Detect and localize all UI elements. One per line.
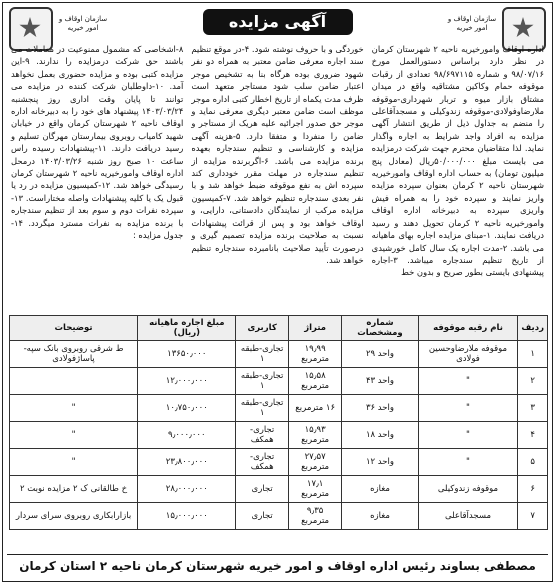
table-cell: ۲ xyxy=(518,368,548,395)
auction-table xyxy=(9,315,548,530)
table-header-cell: مبلغ اجاره ماهیانه (ریال) xyxy=(138,316,236,341)
table-cell: ۳ xyxy=(518,395,548,422)
table-cell: ۱۵٫۰۰۰٫۰۰۰ xyxy=(138,503,236,530)
org-name-right: سازمان اوقاف و امور خیریه xyxy=(447,15,497,32)
table-cell: تجاری xyxy=(236,503,288,530)
table-cell: ط شرقی روبروی بانک سپه-پاساژفولادی xyxy=(10,341,138,368)
notice-body xyxy=(11,43,544,333)
table-cell: مغازه xyxy=(342,476,418,503)
table-cell: تجاری-طبقه ۱ xyxy=(236,395,288,422)
table-cell: ۱۵٫۵۸ مترمربع xyxy=(288,368,342,395)
table-cell: مسجدآقاعلی xyxy=(418,503,518,530)
table-cell: تجاری-طبقه ۱ xyxy=(236,341,288,368)
table-cell: ۱۵٫۹۳ مترمربع xyxy=(288,422,342,449)
table-cell: ۱۷٫۱ مترمربع xyxy=(288,476,342,503)
table-header-cell: کاربری xyxy=(236,316,288,341)
table-cell: ۶ xyxy=(518,476,548,503)
org-name-left: سازمان اوقاف و امور خیریه xyxy=(58,15,108,32)
table-cell: مغازه xyxy=(342,503,418,530)
table-cell: واحد ۳۶ xyxy=(342,395,418,422)
table-cell: واحد ۲۹ xyxy=(342,341,418,368)
table-cell: ۱۳۶۵۰٫۰۰۰ xyxy=(138,341,236,368)
table-cell: " xyxy=(418,449,518,476)
table-cell: موقوفه ملارضاوحسین فولادی xyxy=(418,341,518,368)
table-header-cell: شماره ومشخصات xyxy=(342,316,418,341)
table-row xyxy=(10,341,548,368)
table-cell: ۵ xyxy=(518,449,548,476)
table-cell: ۷ xyxy=(518,503,548,530)
table-cell: ۲۸٫۰۰۰٫۰۰۰ xyxy=(138,476,236,503)
table-cell: واحد ۱۸ xyxy=(342,422,418,449)
table-cell: ۴ xyxy=(518,422,548,449)
table-cell: تجاری-همکف xyxy=(236,422,288,449)
table-cell: تجاری-همکف xyxy=(236,449,288,476)
table-cell: ۹٫۳۵ مترمربع xyxy=(288,503,342,530)
table-cell: تجاری-طبقه ۱ xyxy=(236,368,288,395)
table-row xyxy=(10,422,548,449)
notice-page xyxy=(2,2,553,582)
table-header-row xyxy=(10,316,548,341)
text-column-left: ۸-اشخاصی که مشمول ممنوعیت در معاملات می باشند حق شرکت درمزایده را ندارند. ۹-این مزایده کتبی بوده و مزایده حضوری بعمل نخواهد آمد. ۱۰-داوطلبان شرکت کننده در مزایده می توانند تا پایان وقت اداری روز پنجشنبه ۱۴۰۳/۰۳/۲۴ پیشنهاد های خود را به دبیرخانه اداره اوقاف ناحیه ۲ شهرستان کرمان واقع در خیابان شهید کامیاب روبروی بیمارستان مهرگان تسلیم و رسید دریافت دارند. ۱۱-پیشنهادات رسیده راس ساعت ۱۰ صبح روز شنبه ۱۴۰۳/۰۳/۲۶ درمحل اداره اوقاف وامورخیریه ناحیه ۲ شهرستان کرمان رسیدگی خواهد شد. ۱۲-کمیسیون مزایده در رد یا قبول یک یا کلیه پیشنهادات واصله مختاراست. ۱۳-سپرده نفرات دوم و سوم بعد از تنظیم سندجاره با برنده مزایده به نفرات مسترد میگردد. ۱۴-جدول مزایده : xyxy=(11,44,184,241)
table-cell: " xyxy=(10,395,138,422)
table-cell: " xyxy=(418,368,518,395)
table-cell: ۲۷٫۵۷ مترمربع xyxy=(288,449,342,476)
table-cell: ۱ xyxy=(518,341,548,368)
table-cell: " xyxy=(418,395,518,422)
notice-title: آگهی مزایده xyxy=(203,9,353,35)
table-row xyxy=(10,449,548,476)
table-cell: واحد ۴۳ xyxy=(342,368,418,395)
table-header-cell: ردیف xyxy=(518,316,548,341)
table-header-cell: نام رقبه موقوفه xyxy=(418,316,518,341)
table-header-cell: توضیحات xyxy=(10,316,138,341)
signature-footer: مصطفی بساوند رئیس اداره اوقاف و امور خیریه شهرستان کرمان ناحیه ۲ استان کرمان xyxy=(7,554,548,577)
table-cell: ۱۶ مترمربع xyxy=(288,395,342,422)
table-row xyxy=(10,368,548,395)
table-cell: واحد ۱۲ xyxy=(342,449,418,476)
table-cell: ۹٫۰۰۰٫۰۰۰ xyxy=(138,422,236,449)
table-cell: " xyxy=(10,449,138,476)
table-header-cell: متراژ xyxy=(288,316,342,341)
table-cell: بازارابکاری روبروی سرای سردار xyxy=(10,503,138,530)
table-cell: " xyxy=(418,422,518,449)
text-column-right: اداره اوقاف وامورخیریه ناحیه ۲ شهرستان کرمان در نظر دارد براساس دستورالعمل مورخ ۹۸/۰۷/۱۶ و شماره ۹۸/۶۹۷۱۱۵ تعدادی از رقبات موقوفه حمام وکاکین مشتاقیه واقع در میدان مشتاق بازار میوه و تربار شهرداری-موقوفه ملارضاوفولادی-موقوفه زندوکیلی و مسجدآقاعلی را منضم به جداول ذیل از طریق انتشار آگهی مزایده به افراد واجد شرایط به اجاره واگذار نماید. لذا متقاضیان محترم جهت شرکت درمزایده می بایست مبلغ ۵۰/۰۰۰/۰۰۰ریال (معادل پنج میلیون تومان) به حساب اداره اوقاف وامورخیریه شهرستان ناحیه ۲ کرمان بعنوان سپرده مزایده واریز نمایند و سپرده خود را به همراه فیش واریزی سپرده به دبیرخانه اداره اوقاف وامورخیریه ناحیه ۲ کرمان تحویل دهند و رسید دریافت نمایند. ۱-مبنای مزایده اجاره بهای ماهیانه می باشد. ۲-مدت اجاره یک سال کامل خورشیدی از تاریخ تنظیم سندجاره میباشد. ۳-اجاره پیشنهادی بایستی بطور صریح و بدون خط xyxy=(371,44,545,278)
table-row xyxy=(10,503,548,530)
table-cell xyxy=(10,368,138,395)
table-cell: ۱۰٫۷۵۰٫۰۰۰ xyxy=(138,395,236,422)
table-cell: تجاری xyxy=(236,476,288,503)
table-row xyxy=(10,395,548,422)
table-cell: ۱۹٫۹۹ مترمربع xyxy=(288,341,342,368)
table-row xyxy=(10,476,548,503)
text-column-middle: خوردگی و با حروف نوشته شود. ۴-در موقع تنظیم سند اجاره معرفی ضامن معتبر به همراه دو نفر شهود ضروری بوده هرگاه بنا به تشخیص موجر اعتبار ضامن سلب شود مستاجر متعهد است ظرف مدت یکماه از تاریخ اخطار کتبی اداره موجر موظف است ضامن معتبر دیگری معرفی نماید و موجر حق صدور اجرائیه علیه هریک از مستاجر و ضامن را منفردا و متفقا دارد. ۵-هزینه آگهی مزایده و کارشناسی و تنظیم سندجاره بعهده برنده مزایده می باشد. ۶-اگربرنده مزایده از تنظیم سندجاره در مهلت مقرر خودداری کند سپرده اش به نفع موقوفه ضبط خواهد شد و با نفر بعدی سندجاره تنظیم خواهد شد. ۷-کمیسیون مزایده مرکب از نمایندگان دادستانی، دارایی، و اوقاف خواهد بود و پس از قرائت پیشنهادات نسبت به صلاحیت برنده مزایده تصمیم گیری و درصورت تأیید صلاحیت بانامبرده سندجاره تنظیم خواهد شد. xyxy=(191,44,364,265)
table-cell: " xyxy=(10,422,138,449)
table-cell: موقوفه زندوکیلی xyxy=(418,476,518,503)
table-cell: خ طالقانی ک ۲ مزایده نوبت ۲ xyxy=(10,476,138,503)
table-cell: ۲۳٫۸۰۰٫۰۰۰ xyxy=(138,449,236,476)
table-cell: ۱۲٫۰۰۰٫۰۰۰ xyxy=(138,368,236,395)
